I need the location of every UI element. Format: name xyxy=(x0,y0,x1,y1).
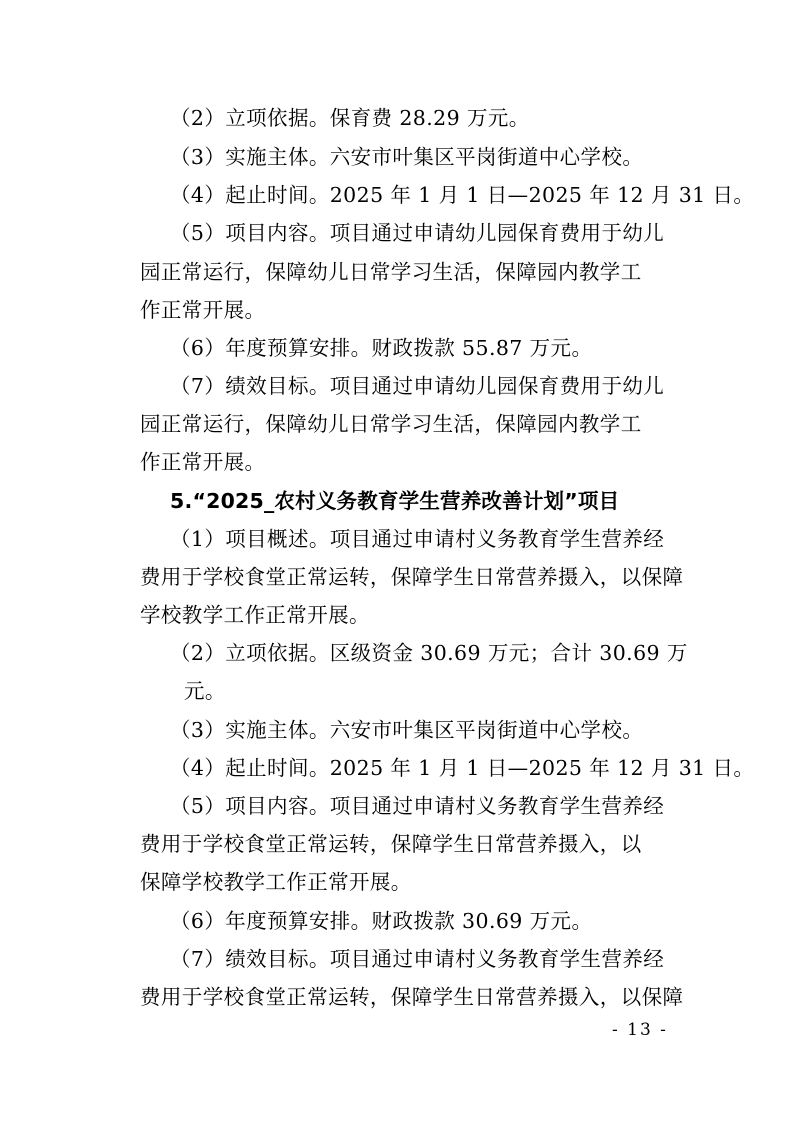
paragraph-line: （6）年度预算安排。财政拨款 55.87 万元。 xyxy=(170,336,593,360)
paragraph-line: （5）项目内容。项目通过申请村义务教育学生营养经 xyxy=(170,794,665,818)
paragraph-line: （3）实施主体。六安市叶集区平岗街道中心学校。 xyxy=(170,145,644,169)
paragraph-line: 作正常开展。 xyxy=(140,298,266,322)
paragraph-line: （2）立项依据。区级资金 30.69 万元；合计 30.69 万 xyxy=(170,641,688,665)
paragraph-line: 园正常运行，保障幼儿日常学习生活，保障园内教学工 xyxy=(140,412,642,436)
paragraph-line: （4）起止时间。2025 年 1 月 1 日—2025 年 12 月 31 日。 xyxy=(170,183,755,207)
paragraph-line: （2）立项依据。保育费 28.29 万元。 xyxy=(170,106,530,130)
paragraph-line: 费用于学校食堂正常运转，保障学生日常营养摄入，以保障 xyxy=(140,565,684,589)
paragraph-line: 费用于学校食堂正常运转，保障学生日常营养摄入，以 xyxy=(140,832,642,856)
paragraph-line: 元。 xyxy=(184,679,226,703)
paragraph-line: （7）绩效目标。项目通过申请村义务教育学生营养经 xyxy=(170,947,665,971)
section-heading: 5.“2025_农村义务教育学生营养改善计划”项目 xyxy=(170,489,620,513)
paragraph-line: （4）起止时间。2025 年 1 月 1 日—2025 年 12 月 31 日。 xyxy=(170,756,755,780)
paragraph-line: 园正常运行，保障幼儿日常学习生活，保障园内教学工 xyxy=(140,260,642,284)
paragraph-line: （5）项目内容。项目通过申请幼儿园保育费用于幼儿 xyxy=(170,221,665,245)
paragraph-line: （1）项目概述。项目通过申请村义务教育学生营养经 xyxy=(170,527,665,551)
paragraph-line: （7）绩效目标。项目通过申请幼儿园保育费用于幼儿 xyxy=(170,374,665,398)
paragraph-line: 作正常开展。 xyxy=(140,450,266,474)
paragraph-line: （6）年度预算安排。财政拨款 30.69 万元。 xyxy=(170,909,593,933)
page-number: - 13 - xyxy=(612,1020,668,1040)
paragraph-line: 学校教学工作正常开展。 xyxy=(140,603,370,627)
paragraph-line: （3）实施主体。六安市叶集区平岗街道中心学校。 xyxy=(170,718,644,742)
paragraph-line: 费用于学校食堂正常运转，保障学生日常营养摄入，以保障 xyxy=(140,985,684,1009)
paragraph-line: 保障学校教学工作正常开展。 xyxy=(140,870,412,894)
